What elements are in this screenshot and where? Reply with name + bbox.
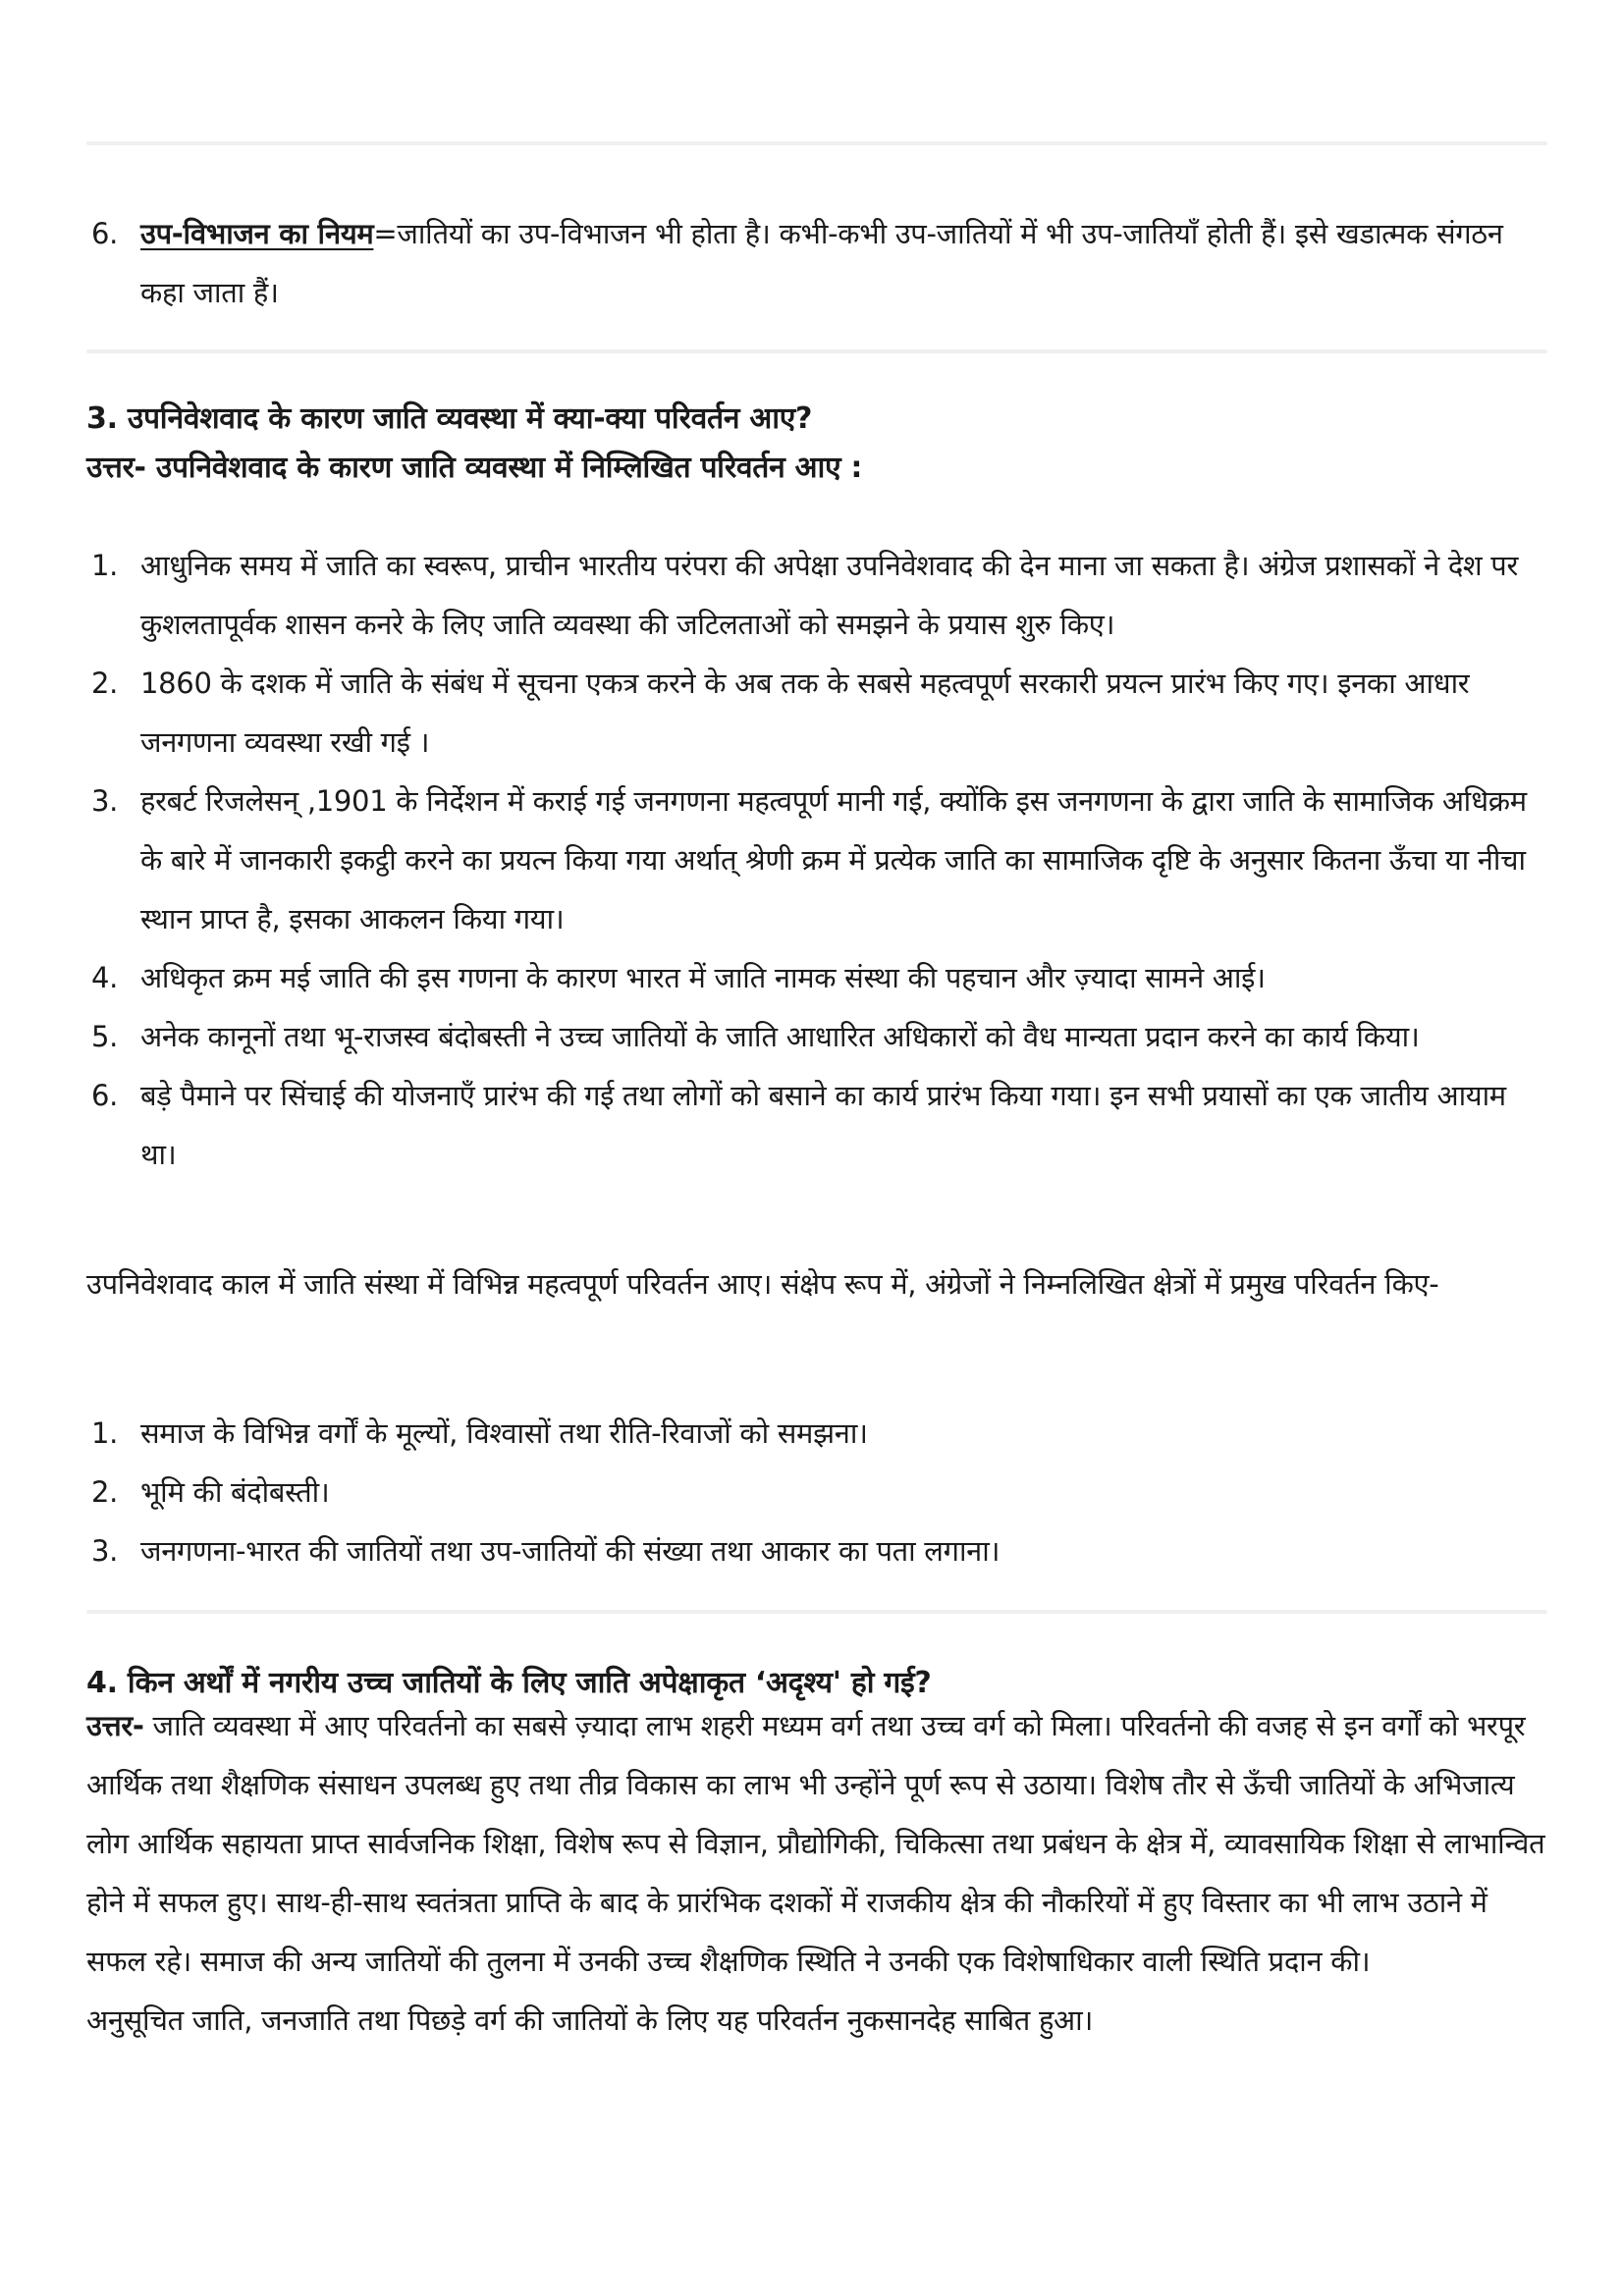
list-item — [86, 1404, 1549, 1463]
top-list-item — [86, 204, 1549, 322]
answer-3-intro: उत्तर- उपनिवेशवाद के कारण जाति व्यवस्था में निम्लिखित परिवर्तन आए : — [86, 451, 863, 485]
list-item — [86, 1066, 1549, 1184]
item-number: 1. — [91, 549, 119, 582]
item-number: 2. — [91, 667, 119, 700]
item-text: =जातियों का उप-विभाजन भी होता है। कभी-कभी उप-जातियों में भी उप-जातियाँ होती हैं। इसे खडात्मक संगठन कहा जाता हैं। — [140, 217, 1503, 309]
item-number: 6. — [91, 1079, 119, 1112]
item-number: 6. — [91, 217, 119, 250]
answer-3-list — [86, 536, 1549, 1184]
list-item — [86, 1463, 1549, 1522]
summary-paragraph — [86, 1255, 1549, 1313]
item-text: अधिकृत क्रम मई जाति की इस गणना के कारण भारत में जाति नामक संस्था की पहचान और ज़्यादा सामने आई। — [140, 961, 1266, 994]
areas-list — [86, 1404, 1549, 1580]
answer-4-text: जाति व्यवस्था में आए परिवर्तनो का सबसे ज़्यादा लाभ शहरी मध्यम वर्ग तथा उच्च वर्ग को मिला। परिवर्तनो की वजह से इन वर्गों को भरपूर आर्थिक तथा शैक्षणिक संसाधन उपलब्ध हुए तथा तीव्र विकास का लाभ भी उन्होंने पूर्ण रूप से उठाया। विशेष तौर से ऊँची जातियों के अभिजात्य लोग आर्थिक सहायता प्राप्त सार्वजनिक शिक्षा, विशेष रूप से विज्ञान, प्रौद्योगिकी, चिकित्सा तथा प्रबंधन के क्षेत्र में, व्यावसायिक शिक्षा से लाभान्वित होने में सफल हुए। साथ-ही-साथ स्वतंत्रता प्राप्ति के बाद के प्रारंभिक दशकों में राजकीय क्षेत्र की नौकरियों में हुए विस्तार का भी लाभ उठाने में सफल रहे। समाज की अन्य जातियों की तुलना में उनकी उच्च शैक्षणिक स्थिति ने उनकी एक विशेषाधिकार वाली स्थिति प्रदान की। — [86, 1709, 1545, 1978]
question-3-block — [86, 395, 1549, 493]
item-text: हरबर्ट रिजलेसन् ,1901 के निर्देशन में कराई गई जनगणना महत्वपूर्ण मानी गई, क्योंकि इस जनगणना के द्वारा जाति के सामाजिक अधिक्रम के बारे में जानकारी इकट्ठी करने का प्रयत्न किया गया अर्थात् श्रेणी क्रम में प्रत्येक जाति का सामाजिक दृष्टि के अनुसार कितना ऊँचा या नीचा स्थान प्राप्त है, इसका आकलन किया गया। — [140, 784, 1527, 935]
answer-label: उत्तर- — [86, 1709, 144, 1742]
item-text: 1860 के दशक में जाति के संबंध में सूचना एकत्र करने के अब तक के सबसे महत्वपूर्ण सरकारी प्रयत्न प्रारंभ किए गए। इनका आधार जनगणना व्यवस्था रखी गई । — [140, 667, 1470, 759]
item-number: 1. — [91, 1416, 119, 1450]
item-number: 3. — [91, 784, 119, 818]
list-item — [86, 536, 1549, 654]
item-number: 4. — [91, 961, 119, 994]
list-item — [86, 1522, 1549, 1580]
item-text: बड़े पैमाने पर सिंचाई की योजनाएँ प्रारंभ की गई तथा लोगों को बसाने का कार्य प्रारंभ किया गया। इन सभी प्रयासों का एक जातीय आयाम था। — [140, 1079, 1506, 1171]
answer-4-block — [86, 1696, 1549, 2050]
summary-text: उपनिवेशवाद काल में जाति संस्था में विभिन्न महत्वपूर्ण परिवर्तन आए। संक्षेप रूप में, अंग्रेजों ने निम्नलिखित क्षेत्रों में प्रमुख परिवर्तन किए- — [86, 1267, 1439, 1301]
list-item — [86, 948, 1549, 1007]
closing-line: अनुसूचित जाति, जनजाति तथा पिछड़े वर्ग की जातियों के लिए यह परिवर्तन नुकसानदेह साबित हुआ। — [86, 2003, 1094, 2037]
answer-4-paragraph — [86, 1696, 1549, 1991]
item-number: 2. — [91, 1475, 119, 1509]
item-text: भूमि की बंदोबस्ती। — [140, 1475, 330, 1509]
list-item — [86, 654, 1549, 772]
item-text: समाज के विभिन्न वर्गों के मूल्यों, विश्वासों तथा रीति-रिवाजों को समझना। — [140, 1416, 868, 1450]
divider — [86, 349, 1547, 353]
item-number: 5. — [91, 1020, 119, 1053]
item-text: आधुनिक समय में जाति का स्वरूप, प्राचीन भारतीय परंपरा की अपेक्षा उपनिवेशवाद की देन माना जा सकता है। अंग्रेज प्रशासकों ने देश पर कुशलतापूर्वक शासन कनरे के लिए जाति व्यवस्था की जटिलताओं को समझने के प्रयास शुरु किए। — [140, 549, 1519, 641]
question-4-heading: 4. किन अर्थों में नगरीय उच्च जातियों के लिए जाति अपेक्षाकृत ‘अदृश्य' हो गई? — [86, 1666, 932, 1700]
question-3-heading: 3. उपनिवेशवाद के कारण जाति व्यवस्था में क्या-क्या परिवर्तन आए? — [86, 401, 813, 436]
divider — [86, 141, 1547, 145]
item-text: अनेक कानूनों तथा भू-राजस्व बंदोबस्ती ने उच्च जातियों के जाति आधारित अधिकारों को वैध मान्यता प्रदान करने का कार्य किया। — [140, 1020, 1420, 1053]
item-number: 3. — [91, 1534, 119, 1568]
list-item — [86, 1007, 1549, 1066]
item-text: जनगणना-भारत की जातियों तथा उप-जातियों की संख्या तथा आकार का पता लगाना। — [140, 1534, 1001, 1568]
rule-term: उप-विभाजन का नियम — [140, 217, 374, 250]
divider — [86, 1610, 1547, 1614]
list-item — [86, 772, 1549, 948]
